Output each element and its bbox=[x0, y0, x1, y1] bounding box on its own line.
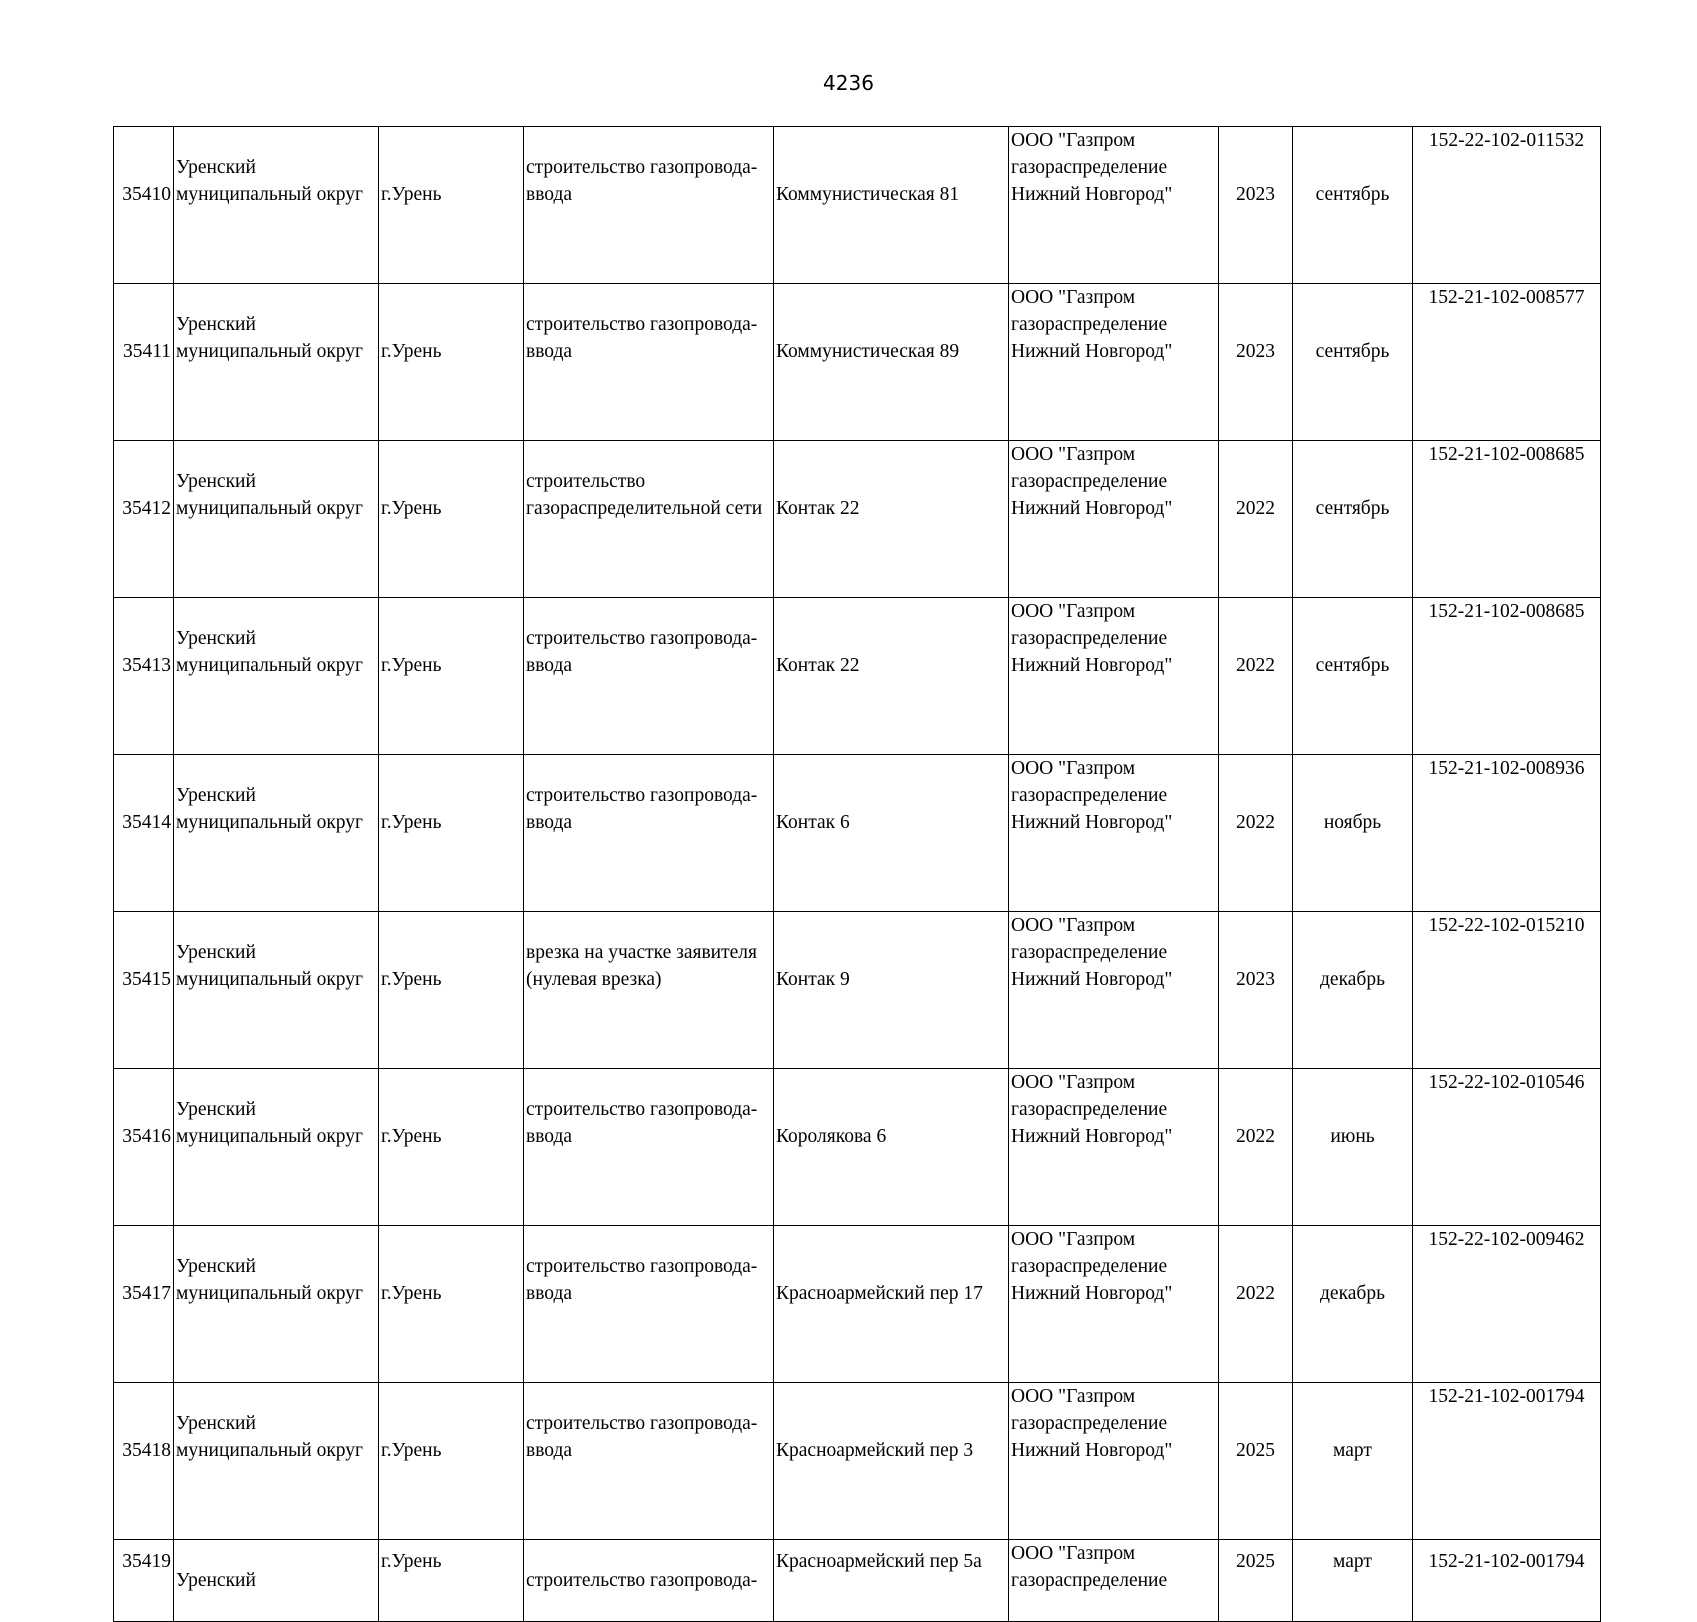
code-cell bbox=[1413, 441, 1601, 598]
year-cell-text: 2025 bbox=[1236, 1440, 1275, 1461]
organization-cell-text: газораспределение bbox=[1011, 942, 1168, 963]
work-type-cell bbox=[524, 1383, 774, 1540]
organization-cell-text: газораспределение bbox=[1011, 157, 1168, 178]
year-cell-text: 2022 bbox=[1236, 498, 1275, 519]
month-cell bbox=[1293, 1540, 1413, 1622]
code-cell-text: 152-22-102-015210 bbox=[1428, 915, 1585, 936]
year-cell-text: 2022 bbox=[1236, 1126, 1275, 1147]
work-type-cell-text: строительство bbox=[526, 471, 646, 492]
work-type-cell bbox=[524, 1226, 774, 1383]
year-cell-text: 2022 bbox=[1236, 655, 1275, 676]
organization-cell bbox=[1009, 912, 1219, 1069]
city-cell bbox=[379, 755, 524, 912]
work-type-cell-text: строительство газопровода- bbox=[526, 1256, 758, 1277]
code-cell bbox=[1413, 1383, 1601, 1540]
work-type-cell bbox=[524, 1069, 774, 1226]
work-type-cell-text: строительство газопровода- bbox=[526, 1099, 758, 1120]
work-type-cell-text: строительство газопровода- bbox=[526, 157, 758, 178]
city-cell-text: г.Урень bbox=[381, 1551, 442, 1572]
row-number-text: 35418 bbox=[122, 1440, 171, 1461]
row-number bbox=[114, 127, 174, 284]
city-cell-text: г.Урень bbox=[381, 184, 442, 205]
code-cell-text: 152-22-102-009462 bbox=[1428, 1229, 1585, 1250]
city-cell bbox=[379, 598, 524, 755]
work-type-cell bbox=[524, 598, 774, 755]
district-cell-text: муниципальный округ bbox=[176, 341, 364, 362]
city-cell bbox=[379, 1069, 524, 1226]
year-cell bbox=[1219, 1383, 1293, 1540]
city-cell-text: г.Урень bbox=[381, 1283, 442, 1304]
row-number bbox=[114, 441, 174, 598]
address-cell-text: Коммунистическая 81 bbox=[776, 184, 960, 205]
row-number-text: 35417 bbox=[122, 1283, 171, 1304]
district-cell-text: муниципальный округ bbox=[176, 1440, 364, 1461]
organization-cell-text: газораспределение bbox=[1011, 471, 1168, 492]
address-cell-text: Красноармейский пер 3 bbox=[776, 1440, 974, 1461]
month-cell-text: сентябрь bbox=[1315, 184, 1390, 205]
city-cell-text: г.Урень bbox=[381, 498, 442, 519]
address-cell bbox=[774, 1069, 1009, 1226]
work-type-cell bbox=[524, 127, 774, 284]
registry-table bbox=[113, 126, 1601, 1622]
organization-cell-text: ООО "Газпром bbox=[1011, 1072, 1136, 1093]
work-type-cell-text: строительство газопровода- bbox=[526, 785, 758, 806]
month-cell bbox=[1293, 1383, 1413, 1540]
district-cell-text: муниципальный округ bbox=[176, 1283, 364, 1304]
work-type-cell bbox=[524, 441, 774, 598]
district-cell bbox=[174, 284, 379, 441]
city-cell-text: г.Урень bbox=[381, 812, 442, 833]
organization-cell-text: Нижний Новгород" bbox=[1011, 498, 1173, 519]
work-type-cell-text: ввода bbox=[526, 1440, 573, 1461]
code-cell-text: 152-21-102-008685 bbox=[1428, 601, 1585, 622]
year-cell bbox=[1219, 284, 1293, 441]
month-cell-text: март bbox=[1333, 1440, 1372, 1461]
table-row bbox=[114, 912, 1601, 1069]
organization-cell bbox=[1009, 127, 1219, 284]
code-cell-text: 152-21-102-008577 bbox=[1428, 287, 1585, 308]
code-cell bbox=[1413, 755, 1601, 912]
row-number bbox=[114, 1069, 174, 1226]
district-cell bbox=[174, 127, 379, 284]
code-cell-text: 152-21-102-008685 bbox=[1428, 444, 1585, 465]
table-row bbox=[114, 1069, 1601, 1226]
organization-cell-text: Нижний Новгород" bbox=[1011, 655, 1173, 676]
month-cell bbox=[1293, 1226, 1413, 1383]
work-type-cell bbox=[524, 755, 774, 912]
year-cell bbox=[1219, 912, 1293, 1069]
row-number-text: 35416 bbox=[122, 1126, 171, 1147]
organization-cell bbox=[1009, 1226, 1219, 1383]
address-cell bbox=[774, 1383, 1009, 1540]
organization-cell-text: газораспределение bbox=[1011, 785, 1168, 806]
work-type-cell-text: ввода bbox=[526, 184, 573, 205]
organization-cell-text: ООО "Газпром bbox=[1011, 1229, 1136, 1250]
city-cell bbox=[379, 284, 524, 441]
code-cell-text: 152-22-102-010546 bbox=[1428, 1072, 1585, 1093]
organization-cell-text: Нижний Новгород" bbox=[1011, 1440, 1173, 1461]
organization-cell-text: Нижний Новгород" bbox=[1011, 341, 1173, 362]
work-type-cell bbox=[524, 1540, 774, 1622]
district-cell bbox=[174, 1226, 379, 1383]
code-cell-text: 152-21-102-001794 bbox=[1428, 1551, 1585, 1572]
row-number-text: 35413 bbox=[122, 655, 171, 676]
work-type-cell-text: ввода bbox=[526, 341, 573, 362]
organization-cell-text: Нижний Новгород" bbox=[1011, 969, 1173, 990]
city-cell bbox=[379, 1383, 524, 1540]
district-cell-text: Уренский bbox=[176, 314, 256, 335]
district-cell-text: Уренский bbox=[176, 785, 256, 806]
month-cell-text: сентябрь bbox=[1315, 655, 1390, 676]
district-cell-text: Уренский bbox=[176, 1413, 256, 1434]
month-cell bbox=[1293, 284, 1413, 441]
district-cell-text: муниципальный округ bbox=[176, 1126, 364, 1147]
work-type-cell-text: ввода bbox=[526, 812, 573, 833]
year-cell-text: 2023 bbox=[1236, 969, 1275, 990]
row-number bbox=[114, 284, 174, 441]
organization-cell-text: Нижний Новгород" bbox=[1011, 1126, 1173, 1147]
organization-cell-text: ООО "Газпром bbox=[1011, 1386, 1136, 1407]
address-cell bbox=[774, 127, 1009, 284]
address-cell-text: Контак 22 bbox=[776, 655, 860, 676]
month-cell-text: сентябрь bbox=[1315, 498, 1390, 519]
district-cell-text: Уренский bbox=[176, 1256, 256, 1277]
city-cell bbox=[379, 1226, 524, 1383]
row-number bbox=[114, 598, 174, 755]
code-cell bbox=[1413, 1226, 1601, 1383]
city-cell bbox=[379, 441, 524, 598]
code-cell bbox=[1413, 127, 1601, 284]
table-row bbox=[114, 598, 1601, 755]
city-cell-text: г.Урень bbox=[381, 1440, 442, 1461]
district-cell-text: Уренский bbox=[176, 942, 256, 963]
registry-body bbox=[114, 127, 1601, 1622]
table-row bbox=[114, 1226, 1601, 1383]
organization-cell-text: газораспределение bbox=[1011, 1099, 1168, 1120]
year-cell bbox=[1219, 755, 1293, 912]
row-number-text: 35419 bbox=[122, 1551, 171, 1572]
address-cell bbox=[774, 755, 1009, 912]
district-cell bbox=[174, 912, 379, 1069]
code-cell bbox=[1413, 598, 1601, 755]
address-cell bbox=[774, 912, 1009, 1069]
code-cell bbox=[1413, 912, 1601, 1069]
month-cell bbox=[1293, 912, 1413, 1069]
district-cell bbox=[174, 598, 379, 755]
organization-cell-text: Нижний Новгород" bbox=[1011, 1283, 1173, 1304]
month-cell bbox=[1293, 1069, 1413, 1226]
organization-cell-text: газораспределение bbox=[1011, 1413, 1168, 1434]
code-cell-text: 152-21-102-008936 bbox=[1428, 758, 1585, 779]
organization-cell-text: газораспределение bbox=[1011, 314, 1168, 335]
code-cell-text: 152-21-102-001794 bbox=[1428, 1386, 1585, 1407]
district-cell-text: муниципальный округ bbox=[176, 969, 364, 990]
year-cell-text: 2025 bbox=[1236, 1551, 1275, 1572]
organization-cell-text: газораспределение bbox=[1011, 1256, 1168, 1277]
month-cell bbox=[1293, 127, 1413, 284]
table-row-partial bbox=[114, 1540, 1601, 1622]
address-cell-text: Контак 6 bbox=[776, 812, 850, 833]
organization-cell-text: ООО "Газпром bbox=[1011, 444, 1136, 465]
address-cell bbox=[774, 284, 1009, 441]
address-cell bbox=[774, 598, 1009, 755]
organization-cell bbox=[1009, 598, 1219, 755]
year-cell bbox=[1219, 598, 1293, 755]
address-cell-text: Контак 22 bbox=[776, 498, 860, 519]
address-cell-text: Контак 9 bbox=[776, 969, 850, 990]
address-cell-text: Красноармейский пер 17 bbox=[776, 1283, 983, 1304]
district-cell-text: Уренский bbox=[176, 1099, 256, 1120]
city-cell-text: г.Урень bbox=[381, 655, 442, 676]
district-cell-text: муниципальный округ bbox=[176, 184, 364, 205]
address-cell bbox=[774, 441, 1009, 598]
organization-cell-text: ООО "Газпром bbox=[1011, 601, 1136, 622]
district-cell bbox=[174, 755, 379, 912]
row-number-text: 35412 bbox=[122, 498, 171, 519]
row-number bbox=[114, 1540, 174, 1622]
row-number bbox=[114, 1383, 174, 1540]
month-cell-text: март bbox=[1333, 1551, 1372, 1572]
month-cell-text: ноябрь bbox=[1323, 812, 1382, 833]
row-number-text: 35414 bbox=[122, 812, 171, 833]
district-cell bbox=[174, 1069, 379, 1226]
year-cell-text: 2023 bbox=[1236, 184, 1275, 205]
code-cell bbox=[1413, 284, 1601, 441]
row-number-text: 35410 bbox=[122, 184, 171, 205]
work-type-cell-text: газораспределительной сети bbox=[526, 498, 763, 519]
address-cell-text: Красноармейский пер 5а bbox=[776, 1551, 982, 1572]
year-cell-text: 2023 bbox=[1236, 341, 1275, 362]
year-cell bbox=[1219, 1069, 1293, 1226]
work-type-cell bbox=[524, 912, 774, 1069]
organization-cell-text: ООО "Газпром bbox=[1011, 287, 1136, 308]
city-cell-text: г.Урень bbox=[381, 1126, 442, 1147]
work-type-cell-text: строительство газопровода- bbox=[526, 1413, 758, 1434]
city-cell-text: г.Урень bbox=[381, 341, 442, 362]
table-row bbox=[114, 284, 1601, 441]
table-row bbox=[114, 1383, 1601, 1540]
organization-cell-text: газораспределение bbox=[1011, 1570, 1168, 1591]
work-type-cell-text: (нулевая врезка) bbox=[526, 969, 662, 990]
organization-cell-text: Нижний Новгород" bbox=[1011, 812, 1173, 833]
organization-cell-text: ООО "Газпром bbox=[1011, 130, 1136, 151]
work-type-cell-text: строительство газопровода- bbox=[526, 1570, 758, 1591]
organization-cell-text: газораспределение bbox=[1011, 628, 1168, 649]
code-cell-text: 152-22-102-011532 bbox=[1428, 130, 1585, 151]
work-type-cell-text: ввода bbox=[526, 655, 573, 676]
organization-cell bbox=[1009, 441, 1219, 598]
organization-cell bbox=[1009, 1383, 1219, 1540]
month-cell-text: июнь bbox=[1330, 1126, 1375, 1147]
organization-cell bbox=[1009, 1540, 1219, 1622]
year-cell bbox=[1219, 441, 1293, 598]
district-cell bbox=[174, 1383, 379, 1540]
district-cell-text: Уренский bbox=[176, 471, 256, 492]
district-cell-text: муниципальный округ bbox=[176, 655, 364, 676]
city-cell-text: г.Урень bbox=[381, 969, 442, 990]
district-cell-text: муниципальный округ bbox=[176, 498, 364, 519]
month-cell bbox=[1293, 441, 1413, 598]
address-cell bbox=[774, 1226, 1009, 1383]
year-cell bbox=[1219, 1226, 1293, 1383]
row-number-text: 35411 bbox=[122, 341, 171, 362]
page-number: 4236 bbox=[823, 71, 874, 95]
month-cell-text: декабрь bbox=[1320, 1283, 1385, 1304]
address-cell-text: Королякова 6 bbox=[776, 1126, 887, 1147]
organization-cell-text: ООО "Газпром bbox=[1011, 915, 1136, 936]
work-type-cell-text: ввода bbox=[526, 1126, 573, 1147]
district-cell-text: муниципальный округ bbox=[176, 812, 364, 833]
year-cell bbox=[1219, 127, 1293, 284]
work-type-cell-text: строительство газопровода- bbox=[526, 314, 758, 335]
table-row bbox=[114, 755, 1601, 912]
work-type-cell-text: ввода bbox=[526, 1283, 573, 1304]
city-cell bbox=[379, 912, 524, 1069]
code-cell bbox=[1413, 1540, 1601, 1622]
row-number bbox=[114, 912, 174, 1069]
year-cell bbox=[1219, 1540, 1293, 1622]
district-cell bbox=[174, 1540, 379, 1622]
organization-cell-text: ООО "Газпром bbox=[1011, 758, 1136, 779]
row-number bbox=[114, 1226, 174, 1383]
organization-cell bbox=[1009, 284, 1219, 441]
work-type-cell-text: врезка на участке заявителя bbox=[526, 942, 757, 963]
address-cell bbox=[774, 1540, 1009, 1622]
month-cell bbox=[1293, 755, 1413, 912]
month-cell-text: декабрь bbox=[1320, 969, 1385, 990]
year-cell-text: 2022 bbox=[1236, 1283, 1275, 1304]
district-cell bbox=[174, 441, 379, 598]
organization-cell-text: Нижний Новгород" bbox=[1011, 184, 1173, 205]
organization-cell-text: ООО "Газпром bbox=[1011, 1543, 1136, 1564]
table-row bbox=[114, 441, 1601, 598]
row-number-text: 35415 bbox=[122, 969, 171, 990]
district-cell-text: Уренский bbox=[176, 628, 256, 649]
work-type-cell-text: строительство газопровода- bbox=[526, 628, 758, 649]
organization-cell bbox=[1009, 755, 1219, 912]
district-cell-text: Уренский bbox=[176, 1570, 256, 1591]
table-row bbox=[114, 127, 1601, 284]
district-cell-text: Уренский bbox=[176, 157, 256, 178]
organization-cell bbox=[1009, 1069, 1219, 1226]
city-cell bbox=[379, 1540, 524, 1622]
code-cell bbox=[1413, 1069, 1601, 1226]
address-cell-text: Коммунистическая 89 bbox=[776, 341, 960, 362]
month-cell bbox=[1293, 598, 1413, 755]
month-cell-text: сентябрь bbox=[1315, 341, 1390, 362]
work-type-cell bbox=[524, 284, 774, 441]
row-number bbox=[114, 755, 174, 912]
city-cell bbox=[379, 127, 524, 284]
year-cell-text: 2022 bbox=[1236, 812, 1275, 833]
